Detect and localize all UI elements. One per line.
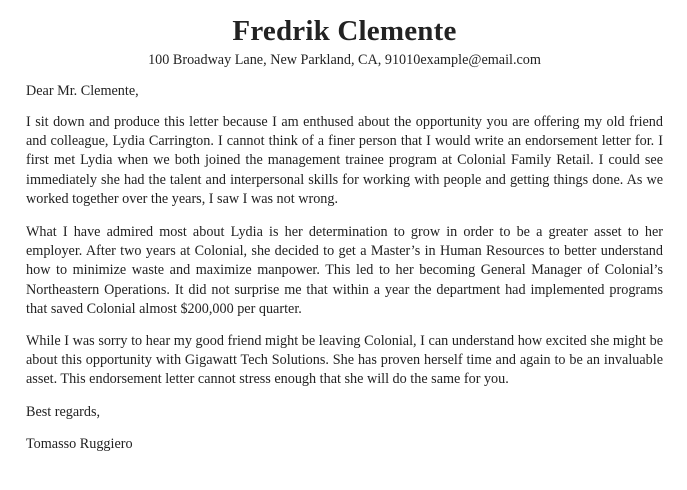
letter-salutation: Dear Mr. Clemente, [26,83,139,99]
letter-paragraph-1: I sit down and produce this letter because I am enthused about the opportunity you are offering my old friend and colleague, Lydia Carrington. I cannot think of a finer person that I would write an endorsement letter for. I first met Lydia when we both joined the management trainee program at Colonial Family Retail. I could see immediately she had the talent and interpersonal skills for working with people and getting things done. As we worked together over the years, I saw I was not wrong. [26,114,663,207]
letter-paragraph-3: While I was sorry to hear my good friend might be leaving Colonial, I can understand how excited she might be about this opportunity with Gigawatt Tech Solutions. She has proven herself time and again to be an invaluable asset. This endorsement letter cannot stress enough that she will do the same for you. [26,333,663,388]
sender-contact: 100 Broadway Lane, New Parkland, CA, 91010example@email.com [148,52,541,68]
sender-name: Fredrik Clemente [232,15,457,47]
letter-signature: Tomasso Ruggiero [26,435,133,452]
letter-paragraph-2: What I have admired most about Lydia is her determination to grow in order to be a greater asset to her employer. After two years at Colonial, she decided to get a Master’s in Human Resources to better understand how to minimize waste and maximize manpower. This led to her becoming General Manager of Colonial’s Northeastern Operations. It did not surprise me that within a year the department had implemented programs that saved Colonial almost $200,000 per quarter. [26,224,663,317]
letter-page [0,14,687,490]
letter-closing: Best regards, [26,403,101,420]
